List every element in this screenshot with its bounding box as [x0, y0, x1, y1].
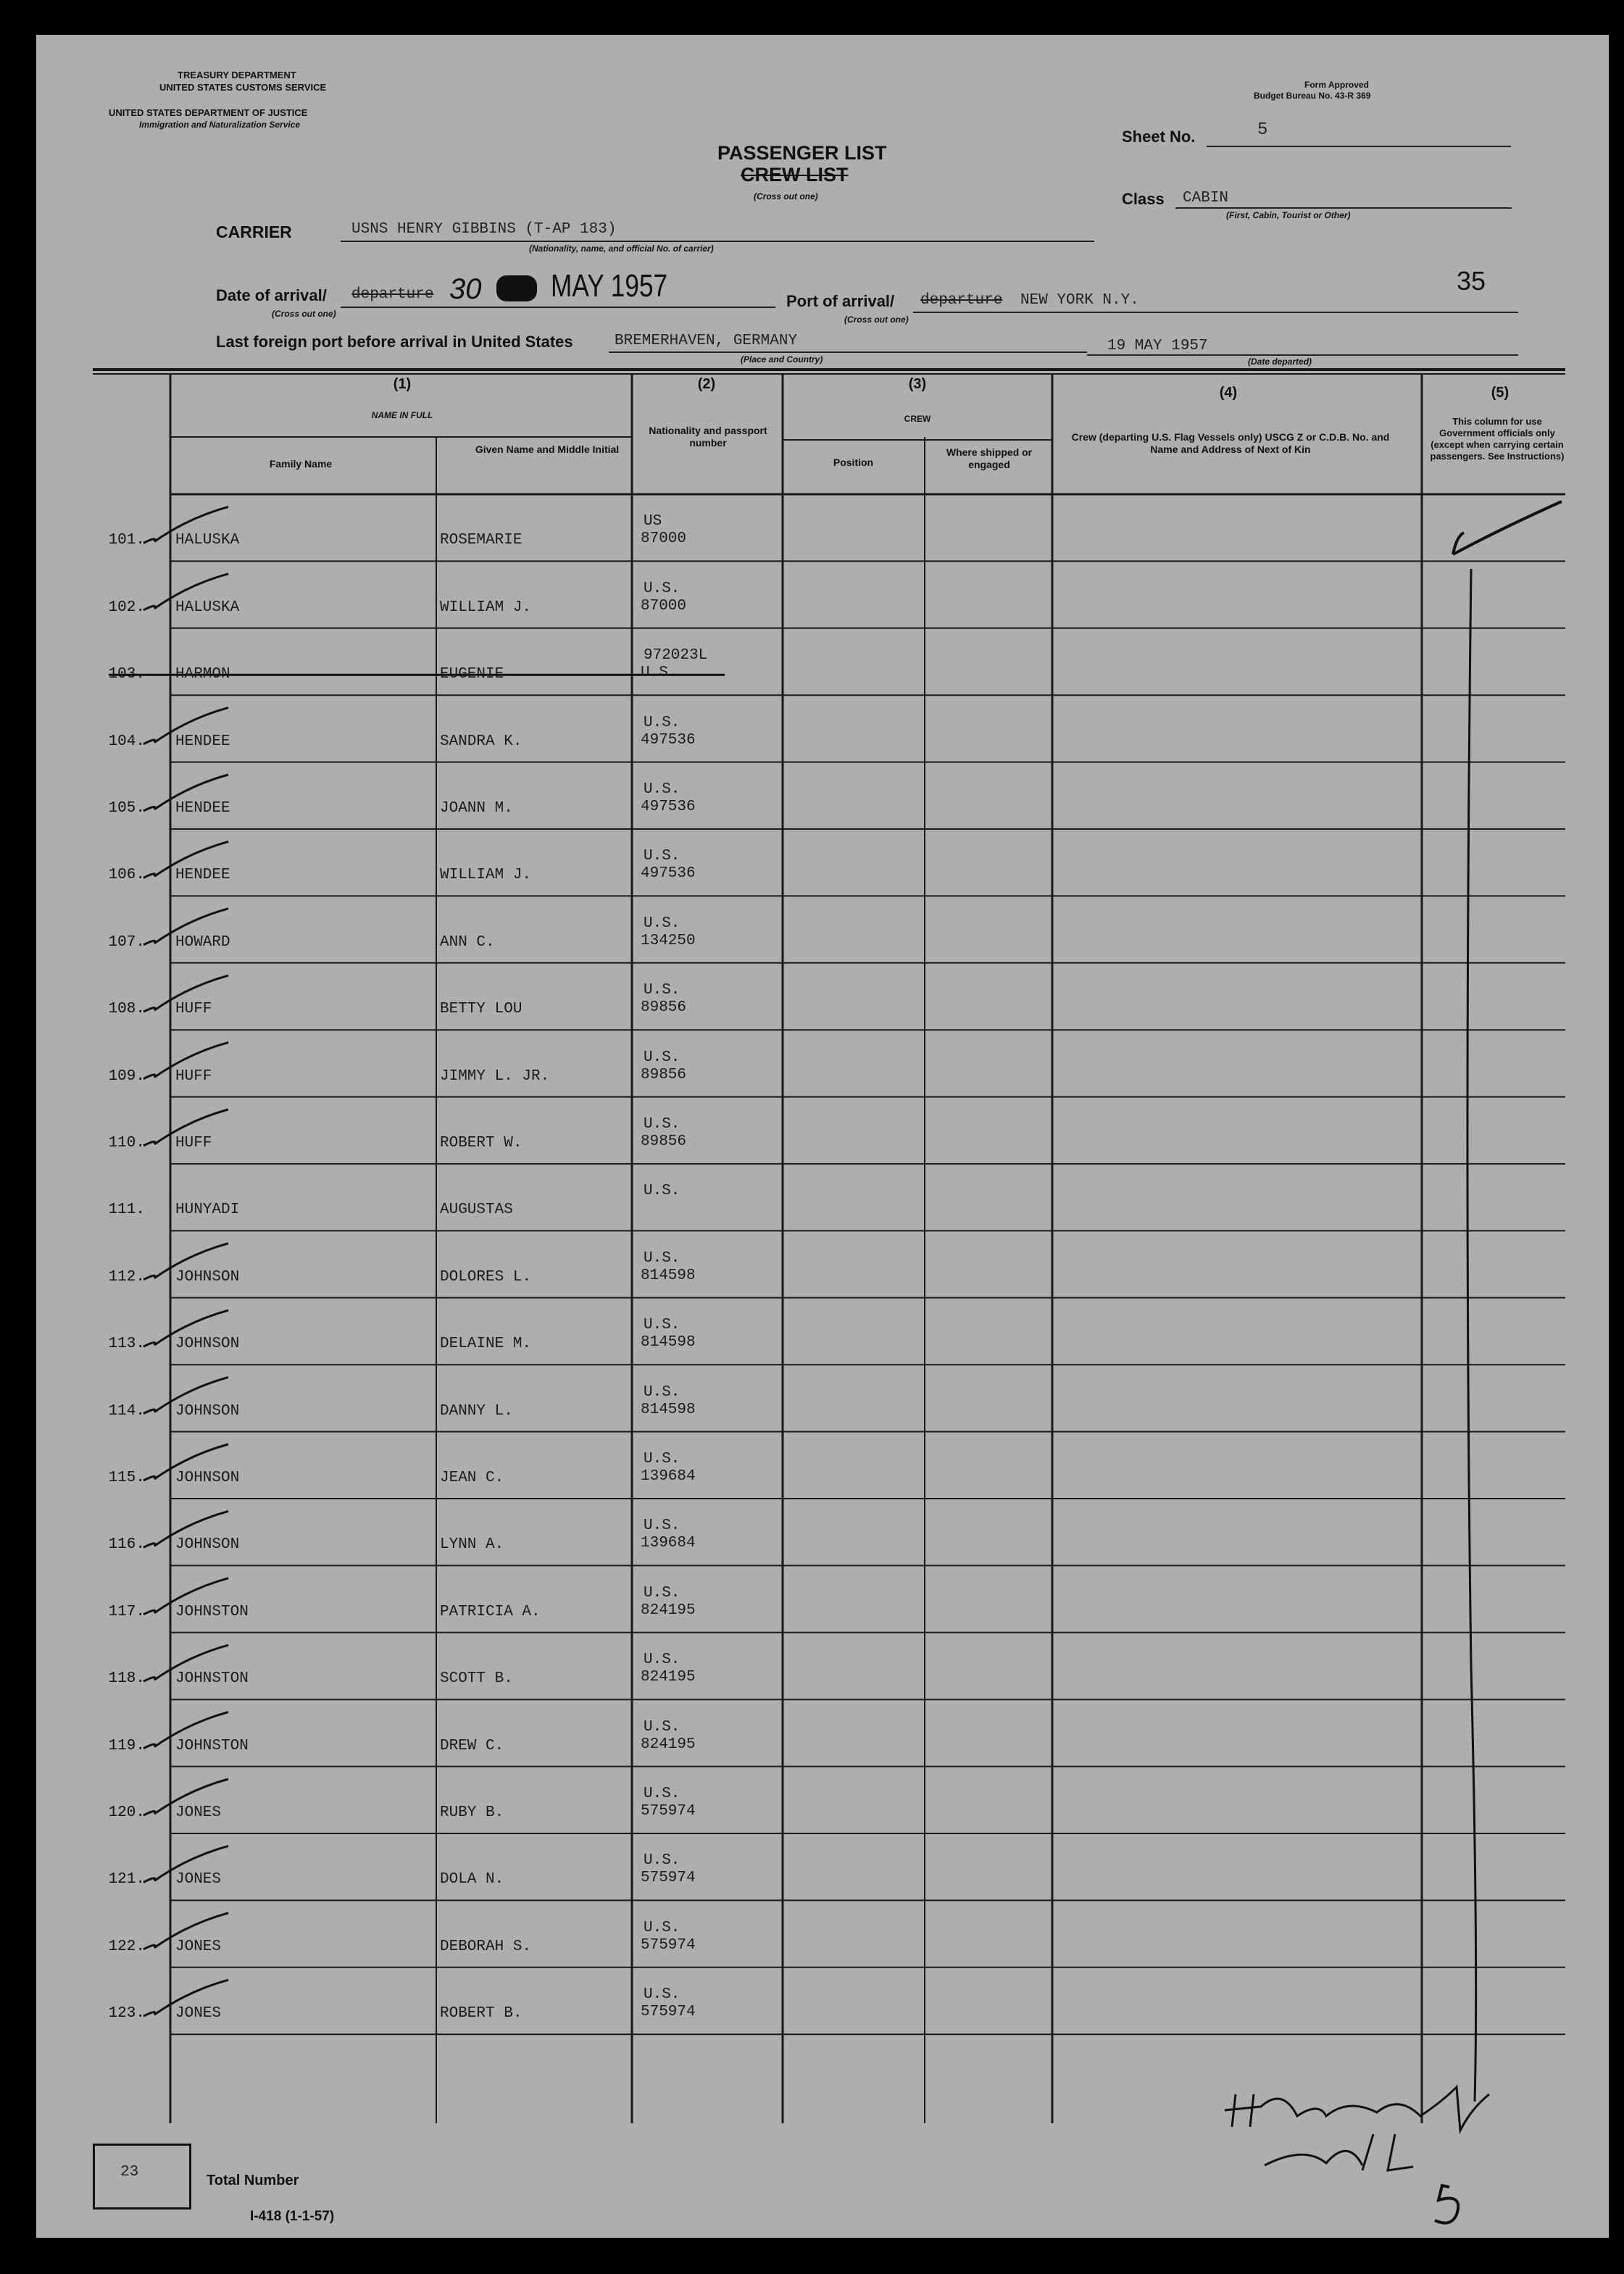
nationality-cell: U.S.	[644, 848, 680, 865]
last-port-value: BREMERHAVEN, GERMANY	[615, 333, 798, 349]
given-name-cell: RUBY B.	[440, 1804, 504, 1821]
family-name-cell: JONES	[175, 1871, 222, 1888]
nationality-cell: U.S.	[644, 1049, 680, 1066]
arrival-day: 30	[449, 273, 482, 305]
carrier-value: USNS HENRY GIBBINS (T-AP 183)	[351, 221, 617, 238]
carrier-label: CARRIER	[216, 222, 292, 241]
departed-note: (Date departed)	[1248, 357, 1312, 367]
title-crew-list: CREW LIST	[741, 164, 849, 186]
arrival-underline	[341, 307, 775, 308]
row-number: 113.	[108, 1336, 145, 1353]
form-code: I-418 (1-1-57)	[250, 2209, 335, 2224]
document-page	[36, 35, 1609, 2238]
form-approved: Form Approved	[1304, 80, 1369, 90]
family-name-cell: JOHNSTON	[175, 1670, 249, 1688]
passport-cell: 89856	[641, 1133, 687, 1150]
col1-title: NAME IN FULL	[371, 410, 433, 420]
family-name-cell: HUFF	[175, 1001, 212, 1018]
nationality-cell: U.S.	[644, 915, 680, 932]
family-name-cell: HENDEE	[175, 800, 230, 817]
total-count-box	[93, 2144, 191, 2210]
class-note: (First, Cabin, Tourist or Other)	[1226, 210, 1351, 220]
passport-cell: 497536	[641, 731, 696, 749]
port-label: Port of arrival/	[786, 292, 895, 310]
given-name-cell: AUGUSTAS	[440, 1201, 513, 1219]
col4-title: Crew (departing U.S. Flag Vessels only) USCG Z or C.D.B. No. and Name and Address of Next of Kin	[1071, 431, 1390, 455]
row-number: 109.	[108, 1067, 145, 1085]
nationality-cell: U.S.	[644, 1116, 680, 1133]
row-number: 111.	[108, 1201, 145, 1219]
passport-cell: 497536	[641, 865, 696, 883]
family-name-cell: HUFF	[175, 1067, 212, 1085]
sheet-underline	[1207, 146, 1511, 147]
nationality-cell: U.S.	[644, 714, 680, 731]
col-family-name: Family Name	[269, 458, 333, 470]
arrival-crossed: departure	[351, 286, 434, 303]
row-number: 104.	[108, 733, 145, 750]
given-name-cell: JOANN M.	[440, 800, 513, 817]
row-number: 123.	[108, 2005, 145, 2023]
nationality-cell: U.S.	[644, 1517, 680, 1535]
last-port-underline	[609, 351, 1087, 353]
given-name-cell: SANDRA K.	[440, 733, 522, 750]
given-name-cell: WILLIAM J.	[440, 599, 532, 616]
arrival-stamp-blot	[496, 275, 537, 301]
given-name-cell: DEBORAH S.	[440, 1938, 532, 1955]
nationality-cell: U.S.	[644, 1451, 680, 1467]
passport-cell: 139684	[641, 1535, 696, 1552]
nationality-cell: U.S.	[644, 1919, 680, 1936]
row-number: 110.	[108, 1135, 145, 1151]
family-name-cell: HUFF	[175, 1135, 212, 1151]
family-name-cell: HUNYADI	[175, 1201, 240, 1219]
nationality-cell: U.S.	[644, 1852, 680, 1870]
title-note: (Cross out one)	[754, 191, 818, 201]
agency-line-2: UNITED STATES CUSTOMS SERVICE	[159, 82, 327, 93]
departed-underline	[1087, 354, 1518, 356]
family-name-cell: HENDEE	[175, 867, 230, 884]
family-name-cell: HALUSKA	[175, 599, 240, 616]
passport-cell: 824195	[641, 1736, 696, 1753]
family-name-cell: HARMON	[175, 666, 230, 683]
passport-cell: 139684	[641, 1468, 696, 1485]
nationality-cell: U.S.	[644, 781, 680, 798]
nationality-cell: U.S.	[644, 1786, 680, 1802]
nationality-cell: U.S.	[644, 1652, 680, 1669]
passport-cell: 497536	[641, 799, 696, 815]
page-mark: 35	[1457, 266, 1486, 296]
class-label: Class	[1122, 190, 1165, 208]
passport-cell: 575974	[641, 1936, 696, 1954]
col5-number: (5)	[1491, 385, 1510, 401]
passport-cell: 87000	[641, 597, 687, 615]
given-name-cell: DOLORES L.	[440, 1268, 532, 1286]
port-value: NEW YORK N.Y.	[1020, 292, 1139, 309]
agency-line-1: TREASURY DEPARTMENT	[178, 70, 296, 80]
budget-bureau: Budget Bureau No. 43-R 369	[1254, 91, 1371, 101]
carrier-note: (Nationality, name, and official No. of carrier)	[529, 243, 714, 254]
row-number: 118.	[108, 1670, 145, 1688]
passport-cell: 824195	[641, 1602, 696, 1619]
last-port-label: Last foreign port before arrival in United States	[216, 333, 573, 351]
title-passenger-list: PASSENGER LIST	[717, 142, 887, 164]
agency-line-4: Immigration and Naturalization Service	[139, 120, 301, 130]
given-name-cell: JIMMY L. JR.	[440, 1067, 550, 1085]
given-name-cell: DELAINE M.	[440, 1336, 532, 1353]
arrival-note: (Cross out one)	[272, 309, 336, 319]
total-count: 23	[120, 2164, 139, 2181]
nationality-cell: U.S.	[644, 1986, 680, 2004]
row-number: 105.	[108, 800, 145, 817]
departed-date: 19 MAY 1957	[1107, 338, 1208, 354]
col2-title: Nationality and passport number	[649, 425, 767, 449]
row-number: 116.	[108, 1536, 145, 1554]
nationality-cell: U.S.	[644, 982, 680, 999]
row-number: 102.	[108, 599, 145, 616]
class-underline	[1175, 207, 1512, 209]
family-name-cell: JOHNSON	[175, 1536, 240, 1554]
passport-cell: 575974	[641, 1870, 696, 1887]
given-name-cell: ANN C.	[440, 933, 495, 951]
col3-title: CREW	[904, 414, 931, 424]
nationality-cell: 972023L	[644, 647, 708, 665]
last-port-note: (Place and Country)	[741, 354, 823, 365]
family-name-cell: HENDEE	[175, 733, 230, 750]
port-crossed: departure	[920, 292, 1003, 309]
given-name-cell: DANNY L.	[440, 1402, 513, 1420]
family-name-cell: JOHNSTON	[175, 1603, 249, 1620]
row-number: 103.	[108, 666, 145, 683]
col1-number: (1)	[393, 376, 412, 392]
port-note: (Cross out one)	[844, 315, 909, 325]
passport-cell: 87000	[641, 530, 687, 548]
row-number: 117.	[108, 1603, 145, 1620]
given-name-cell: WILLIAM J.	[440, 867, 532, 884]
col-where-shipped: Where shipped or engaged	[946, 446, 1033, 470]
arrival-month-year: MAY 1957	[551, 268, 668, 304]
passport-cell: U.S.	[641, 665, 678, 682]
row-number: 101.	[108, 532, 145, 549]
row-number: 121.	[108, 1871, 145, 1888]
carrier-underline	[341, 241, 1094, 242]
col3-number: (3)	[908, 376, 927, 392]
total-label: Total Number	[207, 2173, 299, 2188]
sheet-value: 5	[1257, 120, 1268, 140]
family-name-cell: HOWARD	[175, 933, 230, 951]
row-number: 107.	[108, 933, 145, 951]
family-name-cell: JOHNSTON	[175, 1737, 249, 1754]
passport-cell: 824195	[641, 1669, 696, 1686]
agency-line-3: UNITED STATES DEPARTMENT OF JUSTICE	[109, 107, 308, 118]
col5-title: This column for use Government officials only (except when carrying certain passengers. See Instructions)	[1430, 416, 1565, 462]
given-name-cell: ROBERT W.	[440, 1135, 522, 1151]
passport-cell: 575974	[641, 1803, 696, 1820]
sheet-label: Sheet No.	[1122, 128, 1196, 146]
passport-cell: 814598	[641, 1401, 696, 1418]
nationality-cell: U.S.	[644, 1584, 680, 1602]
given-name-cell: SCOTT B.	[440, 1670, 513, 1688]
given-name-cell: JEAN C.	[440, 1470, 504, 1486]
family-name-cell: JOHNSON	[175, 1268, 240, 1286]
family-name-cell: HALUSKA	[175, 532, 240, 549]
nationality-cell: U.S.	[644, 1383, 680, 1401]
nationality-cell: U.S.	[644, 580, 680, 597]
passport-cell: 814598	[641, 1334, 696, 1352]
col-given-name: Given Name and Middle Initial	[475, 443, 620, 455]
passport-cell: 575974	[641, 2004, 696, 2021]
family-name-cell: JOHNSON	[175, 1402, 240, 1420]
nationality-cell: U.S.	[644, 1183, 680, 1200]
row-number: 120.	[108, 1804, 145, 1821]
family-name-cell: JONES	[175, 1938, 222, 1955]
arrival-label: Date of arrival/	[216, 286, 327, 304]
given-name-cell: ROSEMARIE	[440, 532, 522, 549]
family-name-cell: JONES	[175, 1804, 222, 1821]
family-name-cell: JOHNSON	[175, 1470, 240, 1486]
row-number: 108.	[108, 1001, 145, 1018]
given-name-cell: DOLA N.	[440, 1871, 504, 1888]
passport-cell: 89856	[641, 1066, 687, 1083]
family-name-cell: JONES	[175, 2005, 222, 2023]
row-number: 115.	[108, 1470, 145, 1486]
given-name-cell: EUGENIE	[440, 666, 504, 683]
row-number: 112.	[108, 1268, 145, 1286]
nationality-cell: US	[644, 513, 662, 530]
row-number: 114.	[108, 1402, 145, 1420]
passport-cell: 134250	[641, 932, 696, 949]
passport-cell: 89856	[641, 999, 687, 1017]
row-number: 119.	[108, 1737, 145, 1754]
col-position: Position	[833, 457, 874, 468]
given-name-cell: LYNN A.	[440, 1536, 504, 1554]
given-name-cell: PATRICIA A.	[440, 1603, 541, 1620]
col2-number: (2)	[697, 376, 716, 392]
family-name-cell: JOHNSON	[175, 1336, 240, 1353]
row-number: 122.	[108, 1938, 145, 1955]
nationality-cell: U.S.	[644, 1718, 680, 1736]
port-underline	[913, 312, 1518, 313]
given-name-cell: ROBERT B.	[440, 2005, 522, 2023]
given-name-cell: DREW C.	[440, 1737, 504, 1754]
passport-cell: 814598	[641, 1267, 696, 1284]
nationality-cell: U.S.	[644, 1317, 680, 1334]
class-value: CABIN	[1183, 190, 1229, 207]
given-name-cell: BETTY LOU	[440, 1001, 522, 1018]
col4-number: (4)	[1219, 385, 1238, 401]
row-number: 106.	[108, 867, 145, 884]
nationality-cell: U.S.	[644, 1249, 680, 1267]
